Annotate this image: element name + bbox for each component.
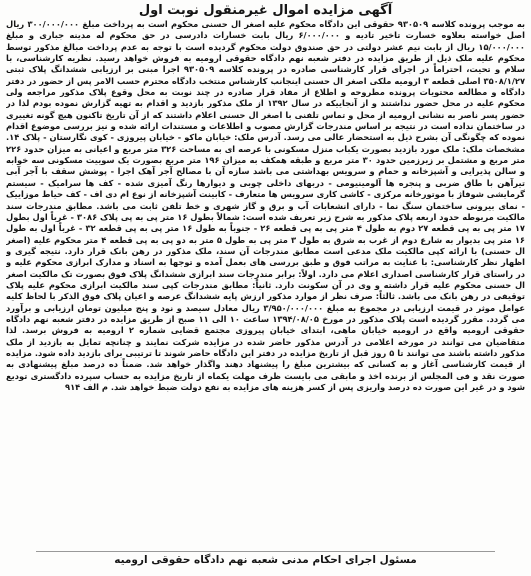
footer-divider [36, 551, 495, 552]
notice-title: آگهی مزایده اموال غیرمنقول نوبت اول [138, 3, 393, 18]
notice-signature: مسئول اجرای احکام مدنی شعبه نهم دادگاه حقوقی ارومیه [114, 554, 417, 566]
notice-body: به موجب پرونده کلاسه ۹۳۰۵۰۹ حقوقی این دادگاه محکوم علیه اصغر ال حسنی محکوم است به پرداخت مبلغ ۳۰۰/۰۰۰/۰۰۰ ریال اصل خواسته بعلاوه خسارت تاخیر تادیه و ۶/۰۰۰/۰۰۰ ریال بابت خسارات دادرسی در حق محکوم له مدینه جباری و مبلغ ۱۵/۰۰۰/۰۰۰ ریال از بابت نیم عشر دولتی در حق صندوق دولت محکوم گردیده است با توجه به عدم پرداخت مبالغ مذکور توسط محکوم علیه ملک ذیل از طریق مزایده در دفتر شعبه نهم دادگاه حقوقی ارومیه به فروش خواهد رسید. نظریه کارشناسی، با سلام و تحیت، احتراماً در اجرای قرار کارشناسی صادره در پرونده کلاسه ۹۳۰۵۰۹ اجرا مبنی بر ارزیابی ششدانگ پلاک ثبتی ۳۵۰۸/۱/۲۷ اصلی قطعه ۳ ارومیه ملکی اصغر ال حسنی اینجانب کارشناس منتخب دادگاه محترم حسب الامر پس از حضور در دفتر دادگاه و مطالعه محتویات پرونده مطروحه و اطلاع از مفاد قرار صادره در چند نوبت به محل وقوع پلاک مذکور مراجعه ولی محکوم علیه در محل حضور نداشتند و از آنجاییکه در سال ۱۳۹۲ از ملک مذکور بازدید و اقدام به تهیه گزارش نموده بودم لذا در حضور پسر ناصر به نشانی ارومیه از محل و تماس تلفنی با اصغر ال حسنی اعلام داشتند که از آن تاریخ تاکنون هیچ گونه تغییری در ساختمان نداده است در نتیجه بر اساس مندرجات گزارش مصوب و اطلاعات و مستندات ارائه شده و نیز بررسی موضوع اقدام نموده که چگونگی آن بشرح ذیل به استحضار عالی می رسد. آدرس ملک: خیابان ماکو - خیابان پیروزی - کوی نگارستان - پلاک ۱۴. مشخصات ملک: ملک مورد بازدید بصورت یکباب منزل مسکونی با عرصه ای به مساحت ۳۲۶ متر مربع و اعیانی به میزان حدود ۲۲۶ متر مربع و مشتمل بر زیرزمین حدود ۳۰ متر مربع و طبقه همکف به میزان ۱۹۶ متر مربع بصورت یک سوییت مسکونی سه خوابه و سالن پذیرایی و آشپزخانه و حمام و سرویس بهداشتی می باشد سازه آن با مصالح آجر آهک اجرا - پوشش سقف با آجر آبی تیرآهن با طاق ضربی و پنجره ها آلومینیومی - دربهای داخلی چوبی و دیوارها رنگ آمیزی شده - کف ها سرامیک - سیستم گرمایشی شوفاژ با موتورخانه مرکزی - کاشی کاری سرویس ها متعارف - کابینت آشپزخانه از نوع ام دی اف - کف حیاط موزاییک - نمای بیرونی ساختمان سنگ نما - دارای انشعابات آب و برق و گاز شهری و خط تلفن ثابت می باشد. مطابق مندرجات سند مالکیت مربوطه حدود اربعه پلاک مذکور به شرح زیر تعریف شده است: شمالاً بطول ۱۶ متر پی به پی پلاک ۳۰۸۶ - غرباً اول بطول ۱۷ متر پی به پی قطعه ۲۷ دوم به طول ۴ متر پی به پی قطعه ۲۶ - جنوباً به طول ۱۶ متر پی به پی قطعه ۳۲ - غرباً اول به طول ۱۶ متر پی بدیوار به شارع دوم از غرب به شرق به طول ۳ متر پی به طول ۵ متر به دو پی به پی قطعه ۴ متر محکوم علیه (اصغر ال حسنی) با ارائه کپی مالکیت ملک مدعی است مطابق مندرجات آن سند، ملک مذکور در رهن بانک قرار دارد. نتیجه گیری و اظهار نظر کارشناسی: با عنایت به مراتب فوق و طبق بررسی های بعمل آمده و توجها به اسناد و مدارک ابرازی محکوم علیه و در راستای قرار کارشناسی اصداری اعلام می دارد. اولاً: برابر مندرجات سند ابرازی ششدانگ پلاک فوق بصورت تک مالکیت اصغر ال حسنی محکوم علیه قرار داشته و وی در آن سکونت دارد. ثانیاً: مطابق مندرجات کپی سند مالکیت ابرازی محکوم علیه پلاک توقیفی در رهن بانک می باشد. ثالثاً: صرف نظر از موارد مذکور ارزش پایه ششدانگ عرصه و اعیان پلاک فوق الذکر با لحاظ کلیه عوامل موثر در قیمت ارزیابی در مجموع به مبلغ ۳/۹۵۰/۰۰۰/۰۰۰ ریال معادل سیصد و نود و پنج میلیون تومان ارزیابی و برآورد می گردد. مقرر گردیده است پلاک مذکور در مورخ ۱۳۹۴/۰۸/۰۵ ساعت ۱۰ الی ۱۱ صبح از طریق مزایده در دفتر شعبه نهم دادگاه حقوقی ارومیه واقع در ارومیه خیابان ماهی، ابتدای خیابان پیروزی مجتمع قضایی شماره ۲ ارومیه به فروش برسد. لذا متقاضیان می توانند در مورخه اعلامی در آدرس مذکور حاضر شده در مزایده شرکت نمایند و چنانچه تمایل به بازدید از ملک مذکور داشته باشند می توانند تا ۵ روز قبل از تاریخ مزایده در دفتر این دادگاه حاضر شوند تا ترتیبی برای بازدید داده شود. مزایده از قیمت کارشناسی آغاز و به کسانی که بیشترین مبلغ را پیشنهاد دهند واگذار خواهد شد. ضمناً ده درصد مبلغ پیشنهادی به صورت نقد و فی المجلس از برنده اخذ و مابقی می بایست ظرف مهلت یکماه از تاریخ مزایده به حساب سپرده دادگستری تودیع شود و در غیر این صورت ده درصد واریزی پس از کسر هزینه های مزایده به نفع دولت ضبط خواهد شد. م الف ۹۱۴ [6, 19, 525, 392]
